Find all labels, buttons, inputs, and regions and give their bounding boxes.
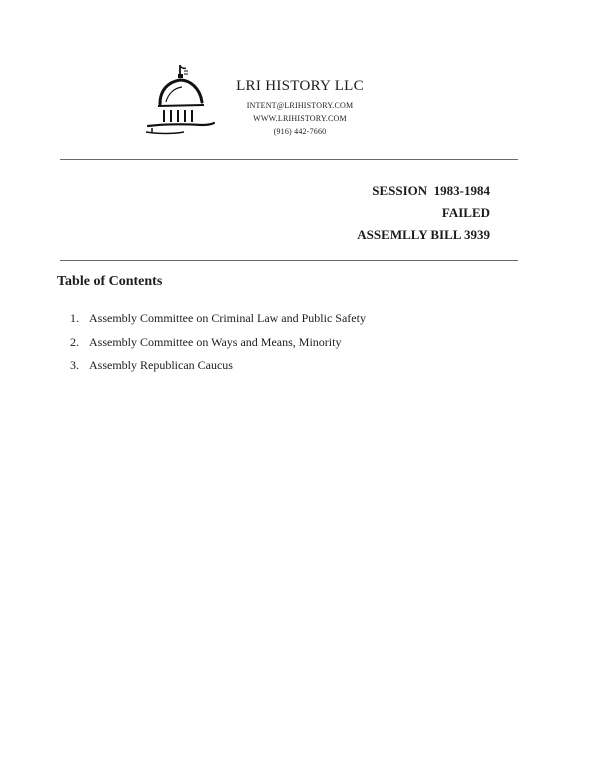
toc-list xyxy=(70,307,366,378)
company-name: LRI HISTORY LLC xyxy=(236,78,364,94)
divider-bottom xyxy=(60,260,518,261)
toc-item-label: Assembly Republican Caucus xyxy=(89,358,233,372)
toc-item-label: Assembly Committee on Criminal Law and Public Safety xyxy=(89,311,366,325)
session-info xyxy=(357,180,490,246)
toc-item-number: 1. xyxy=(70,311,79,325)
toc-item-number: 3. xyxy=(70,358,79,372)
company-header xyxy=(200,77,400,138)
bill-status: FAILED xyxy=(441,205,490,220)
bill-number: ASSEMLLY BILL 3939 xyxy=(357,227,490,242)
session-years: SESSION 1983-1984 xyxy=(372,183,490,198)
company-website: WWW.LRIHISTORY.COM xyxy=(253,114,347,123)
toc-item-label: Assembly Committee on Ways and Means, Minority xyxy=(89,334,342,349)
toc-item[interactable] xyxy=(70,331,366,355)
toc-item[interactable] xyxy=(70,307,366,331)
toc-item-number: 2. xyxy=(70,334,79,349)
divider-top xyxy=(60,159,518,160)
company-email: INTENT@LRIHISTORY.COM xyxy=(246,101,354,110)
company-phone: (916) 442-7660 xyxy=(273,127,327,136)
toc-title: Table of Contents xyxy=(57,274,163,289)
toc-item[interactable] xyxy=(70,354,366,378)
